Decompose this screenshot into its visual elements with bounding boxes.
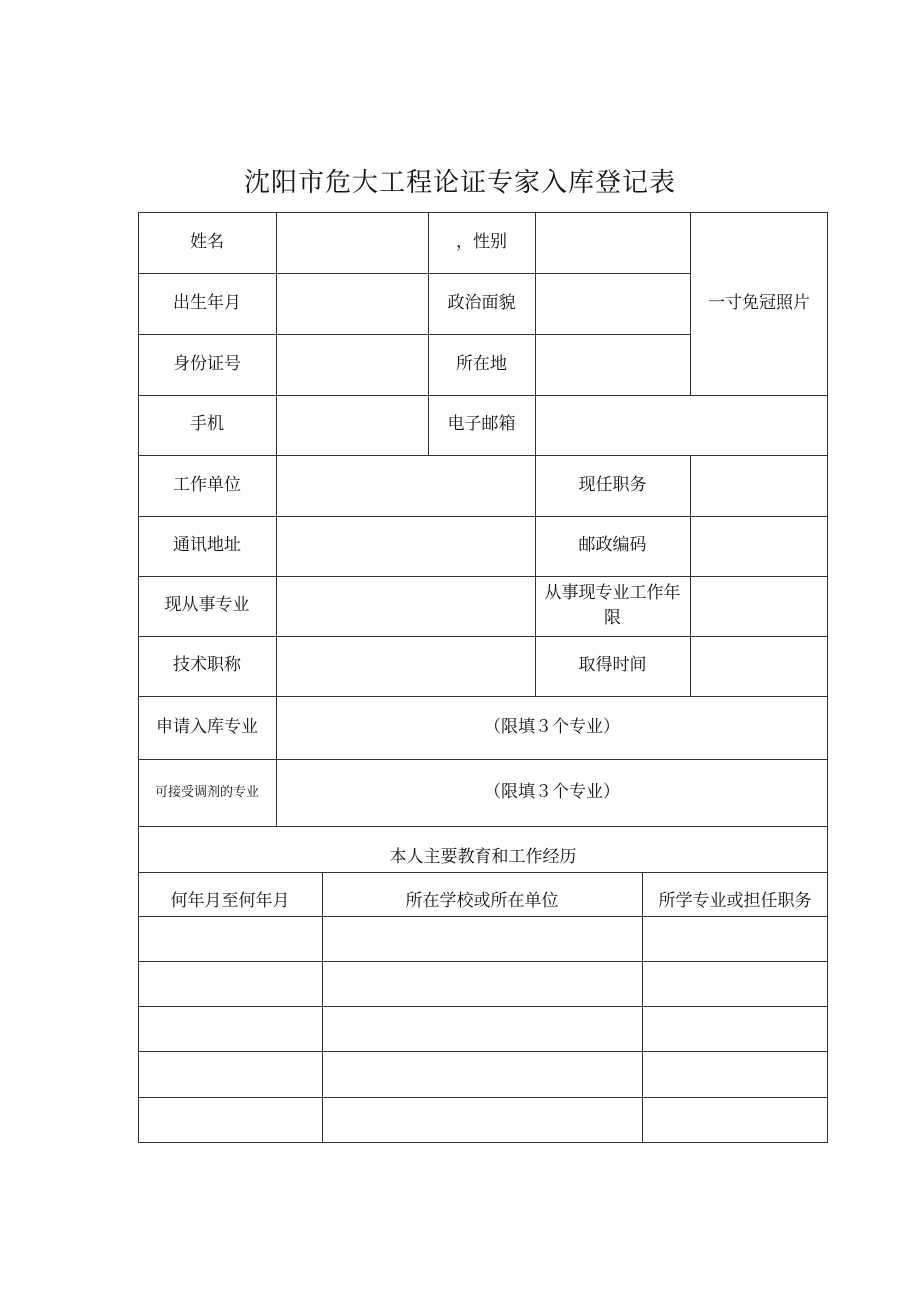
name-label: 姓名 xyxy=(190,231,224,252)
location-field[interactable] xyxy=(535,334,690,395)
table-row[interactable] xyxy=(642,961,828,1006)
work-unit-label: 工作单位 xyxy=(173,474,241,495)
political-label: 政治面貌 xyxy=(447,292,516,313)
years-in-major-field[interactable] xyxy=(690,576,828,636)
address-label: 通讯地址 xyxy=(173,535,241,556)
current-major-field[interactable] xyxy=(276,576,535,636)
location-label: 所在地 xyxy=(456,353,507,374)
tech-title-label: 技术职称 xyxy=(173,655,241,676)
table-row[interactable] xyxy=(322,1051,642,1097)
table-row[interactable] xyxy=(322,916,642,961)
gender-label: ，性别 xyxy=(456,231,507,252)
email-field[interactable] xyxy=(535,395,828,455)
mobile-label: 手机 xyxy=(190,414,224,435)
table-row[interactable] xyxy=(642,1097,828,1142)
apply-major-field[interactable]: （限填３个专业） xyxy=(484,716,620,737)
adjust-major-label: 可接受调剂的专业 xyxy=(154,784,259,800)
gender-field[interactable] xyxy=(535,212,690,273)
table-row[interactable] xyxy=(642,916,828,961)
tech-title-field[interactable] xyxy=(276,636,535,696)
apply-major-label: 申请入库专业 xyxy=(156,716,258,737)
table-row[interactable] xyxy=(322,961,642,1006)
name-field[interactable] xyxy=(276,212,428,273)
column-school-unit: 所在学校或所在单位 xyxy=(405,890,559,911)
work-unit-field[interactable] xyxy=(276,455,535,516)
adjust-major-field[interactable]: （限填３个专业） xyxy=(484,781,620,802)
political-field[interactable] xyxy=(535,273,690,334)
postcode-label: 邮政编码 xyxy=(578,535,647,556)
column-major-position: 所学专业或担任职务 xyxy=(658,890,812,911)
table-row[interactable] xyxy=(322,1097,642,1142)
years-in-major-label: 从事现专业工作年限 xyxy=(544,582,681,628)
address-field[interactable] xyxy=(276,516,535,576)
mobile-field[interactable] xyxy=(276,395,428,455)
table-row[interactable] xyxy=(138,1006,322,1051)
photo-placeholder[interactable]: 一寸免冠照片 xyxy=(708,292,810,313)
postcode-field[interactable] xyxy=(690,516,828,576)
obtained-time-label: 取得时间 xyxy=(578,655,647,676)
obtained-time-field[interactable] xyxy=(690,636,828,696)
registration-form xyxy=(138,212,828,1143)
experience-heading: 本人主要教育和工作经历 xyxy=(389,846,577,867)
birth-field[interactable] xyxy=(276,273,428,334)
birth-label: 出生年月 xyxy=(173,292,241,313)
table-row[interactable] xyxy=(138,961,322,1006)
current-position-field[interactable] xyxy=(690,455,828,516)
table-row[interactable] xyxy=(138,1097,322,1142)
column-period: 何年月至何年月 xyxy=(170,890,290,911)
table-row[interactable] xyxy=(138,1051,322,1097)
current-position-label: 现任职务 xyxy=(578,474,647,495)
id-number-field[interactable] xyxy=(276,334,428,395)
table-row[interactable] xyxy=(138,916,322,961)
page-title: 沈阳市危大工程论证专家入库登记表 xyxy=(243,168,676,198)
email-label: 电子邮箱 xyxy=(447,414,516,435)
id-number-label: 身份证号 xyxy=(173,353,241,374)
table-row[interactable] xyxy=(642,1006,828,1051)
table-row[interactable] xyxy=(322,1006,642,1051)
current-major-label: 现从事专业 xyxy=(164,595,250,616)
table-row[interactable] xyxy=(642,1051,828,1097)
